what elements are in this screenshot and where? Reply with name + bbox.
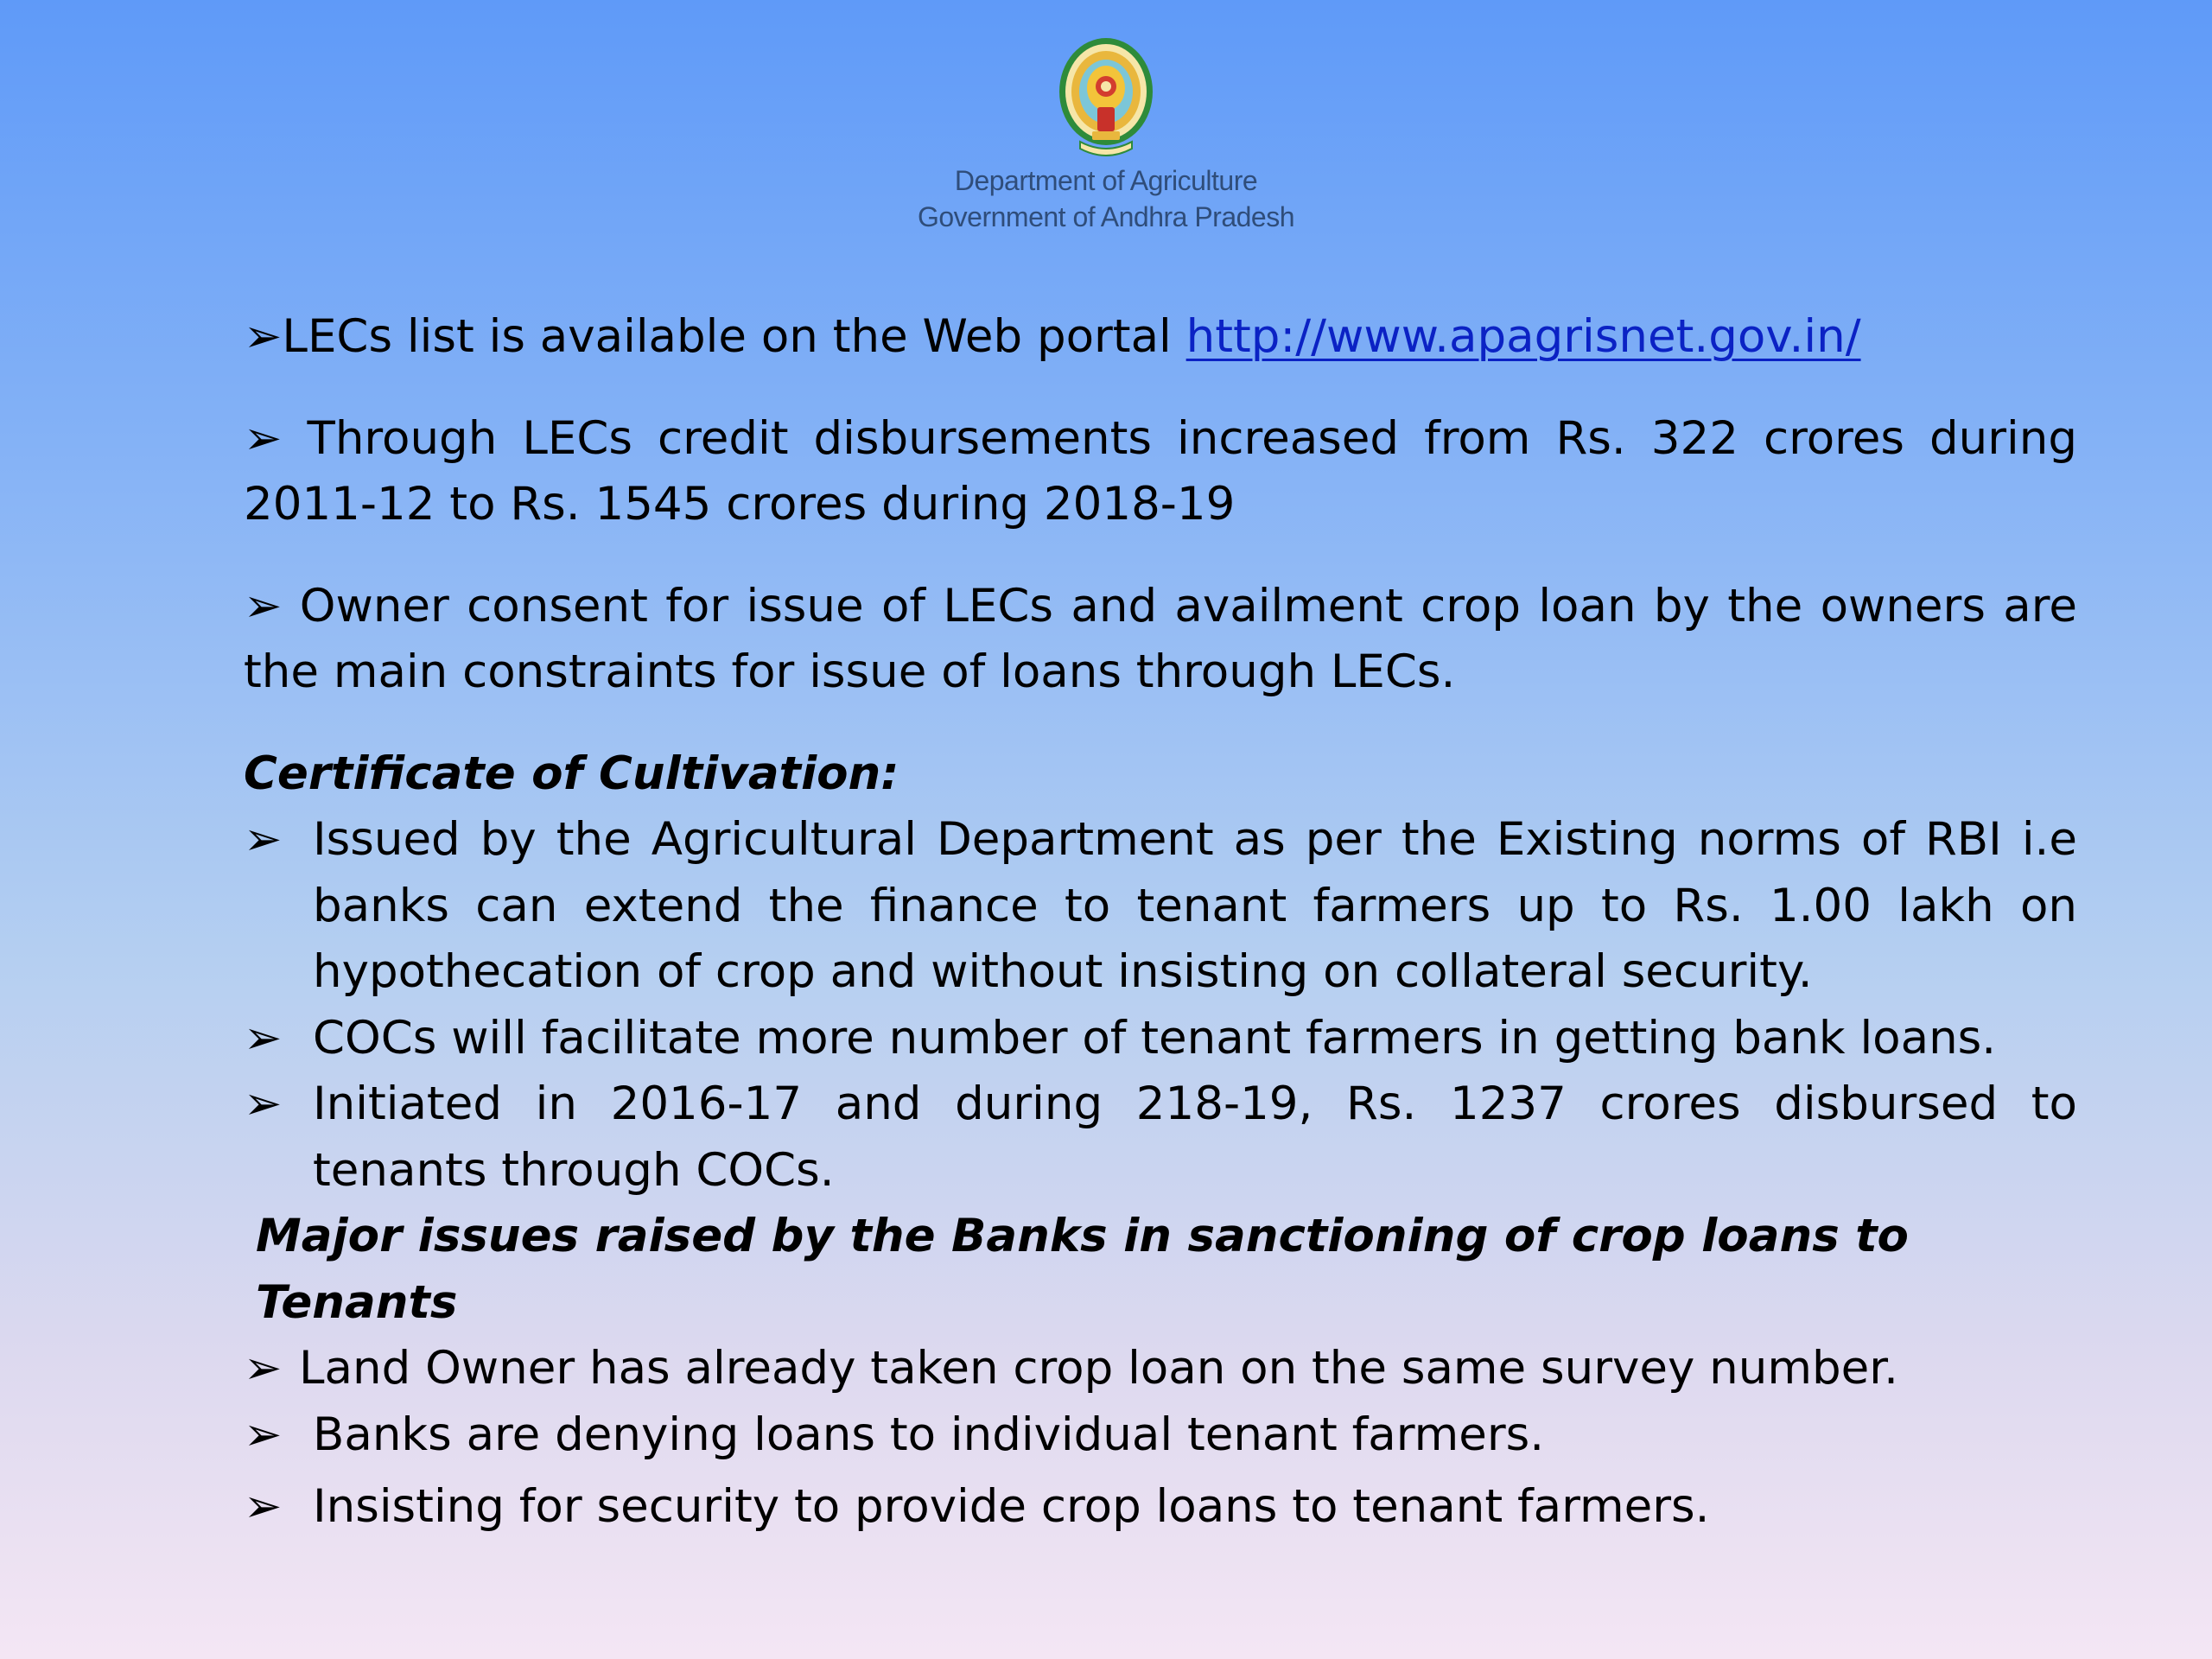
arrow-bullet-icon: ➢ — [244, 1011, 283, 1065]
department-name: Department of Agriculture — [954, 165, 1258, 196]
issue-item-text: Insisting for security to provide crop loans to tenant farmers. — [313, 1480, 1710, 1533]
slide-header — [0, 35, 2212, 235]
list-item — [244, 1402, 2077, 1469]
issue-item-text: Land Owner has already taken crop loan on the same survey number. — [299, 1342, 1899, 1395]
lecs-portal-paragraph — [244, 304, 2077, 371]
apagrisnet-link[interactable]: http://www.apagrisnet.gov.in/ — [1185, 310, 1861, 363]
list-item — [244, 1474, 2077, 1541]
coc-list — [244, 807, 2077, 1204]
lecs-portal-text: LECs list is available on the Web portal — [282, 310, 1186, 363]
owner-consent-text: Owner consent for issue of LECs and availment crop loan by the owners are the main constraints for issue of loans through LECs. — [244, 579, 2077, 698]
coc-item-text: Issued by the Agricultural Department as per the Existing norms of RBI i.e banks can extend the finance to tenant farmers up to Rs. 1.00 lakh on hypothecation of crop and without insisting on collateral security. — [313, 813, 2077, 998]
government-name: Government of Andhra Pradesh — [917, 201, 1295, 232]
coc-item-text: COCs will facilitate more number of tenant farmers in getting bank loans. — [313, 1011, 1997, 1065]
coc-item-text: Initiated in 2016-17 and during 218-19, Rs. 1237 crores disbursed to tenants through COCs. — [313, 1077, 2077, 1197]
owner-consent-paragraph — [244, 574, 2077, 706]
arrow-bullet-icon: ➢ — [244, 411, 283, 465]
list-item — [244, 1006, 2077, 1072]
list-item — [244, 1336, 2077, 1402]
arrow-bullet-icon: ➢ — [244, 1342, 283, 1395]
list-item — [244, 1071, 2077, 1204]
andhra-pradesh-emblem-icon — [1054, 35, 1158, 162]
list-item — [244, 807, 2077, 1006]
issue-item-text: Banks are denying loans to individual tenant farmers. — [313, 1408, 1545, 1461]
credit-disbursement-text: Through LECs credit disbursements increased from Rs. 322 crores during 2011-12 to Rs. 1545 crores during 2018-19 — [244, 411, 2077, 531]
credit-disbursement-paragraph — [244, 406, 2077, 538]
slide-content — [244, 304, 2077, 1541]
arrow-bullet-icon: ➢ — [244, 1480, 283, 1533]
coc-heading: Certificate of Cultivation: — [244, 747, 899, 800]
arrow-bullet-icon: ➢ — [244, 813, 283, 866]
arrow-bullet-icon: ➢ — [244, 579, 283, 632]
arrow-bullet-icon: ➢ — [244, 1408, 283, 1461]
issues-heading: Major issues raised by the Banks in sanctioning of crop loans to Tenants — [256, 1210, 1909, 1329]
arrow-bullet-icon: ➢ — [244, 310, 283, 363]
issues-list — [244, 1336, 2077, 1541]
arrow-bullet-icon: ➢ — [244, 1077, 283, 1130]
